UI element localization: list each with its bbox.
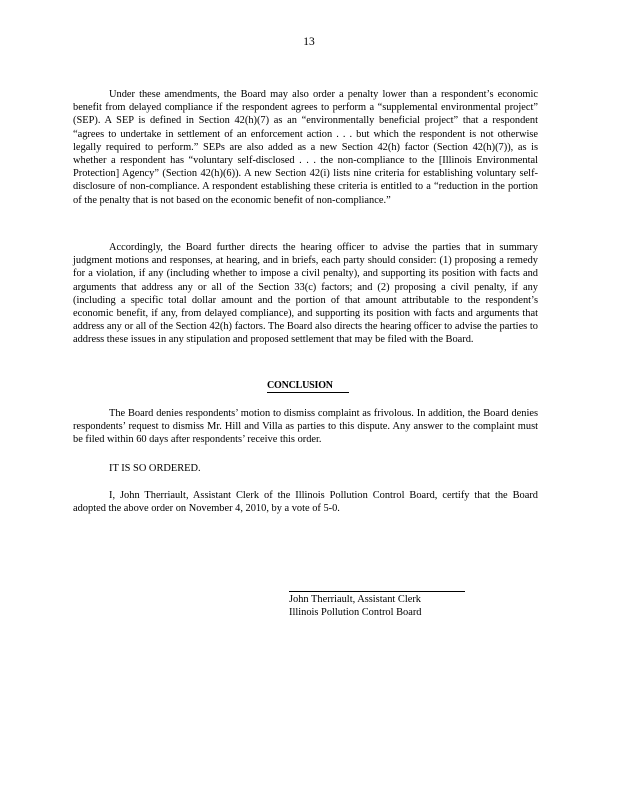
paragraph-conclusion: The Board denies respondents’ motion to dismiss complaint as frivolous. In addition, the Board denies respondents’ request to dismiss Mr. Hill and Villa as parties to this dispute. Any answer to the complaint must be filed within 60 days after respondents’ receive this order. bbox=[73, 408, 538, 446]
signature-line bbox=[289, 591, 465, 592]
paragraph-amendments: Under these amendments, the Board may also order a penalty lower than a respondent’s economic benefit from delayed compliance if the respondent agrees to perform a “supplemental environmental project” (SEP). A SEP is defined in Section 42(h)(7) as an “environmentally beneficial project” that a respondent “agrees to undertake in settlement of an enforcement action . . . but which the respondent is not otherwise legally required to perform.” SEPs are also added as a new Section 42(h) factor (Section 42(h)(7)), as is whether a respondent has “voluntary self-disclosed . . . the non-compliance to the [Illinois Environmental Protection] Agency” (Section 42(h)(6)). A new Section 42(i) lists nine criteria for establishing voluntary self-disclosure of non-compliance. A respondent establishing these criteria is entitled to a “reduction in the portion of the penalty that is not based on the economic benefit of non-compliance.” bbox=[73, 89, 538, 206]
page-number: 13 bbox=[303, 36, 315, 48]
signature-organization: Illinois Pollution Control Board bbox=[289, 607, 422, 618]
conclusion-heading: CONCLUSION bbox=[267, 380, 349, 393]
signature-name: John Therriault, Assistant Clerk bbox=[289, 594, 421, 605]
paragraph-certification: I, John Therriault, Assistant Clerk of the Illinois Pollution Control Board, certify that the Board adopted the above order on November 4, 2010, by a vote of 5-0. bbox=[73, 490, 538, 515]
paragraph-accordingly: Accordingly, the Board further directs the hearing officer to advise the parties that in summary judgment motions and responses, at hearing, and in briefs, each party should consider: (1) proposing a remedy for a violation, if any (including whether to impose a civil penalty), and supporting its position with facts and arguments that address any or all of the Section 33(c) factors; and (2) proposing a civil penalty, if any (including a specific total dollar amount and the portion of that amount attributable to the respondent’s economic benefit, if any, from delayed compliance), and supporting its position with facts and arguments that address any or all of the Section 42(h) factors. The Board also directs the hearing officer to advise the parties to address these issues in any stipulation and proposed settlement that may be filed with the Board. bbox=[73, 242, 538, 346]
signature-block bbox=[289, 593, 422, 619]
paragraph-so-ordered: IT IS SO ORDERED. bbox=[109, 463, 201, 474]
